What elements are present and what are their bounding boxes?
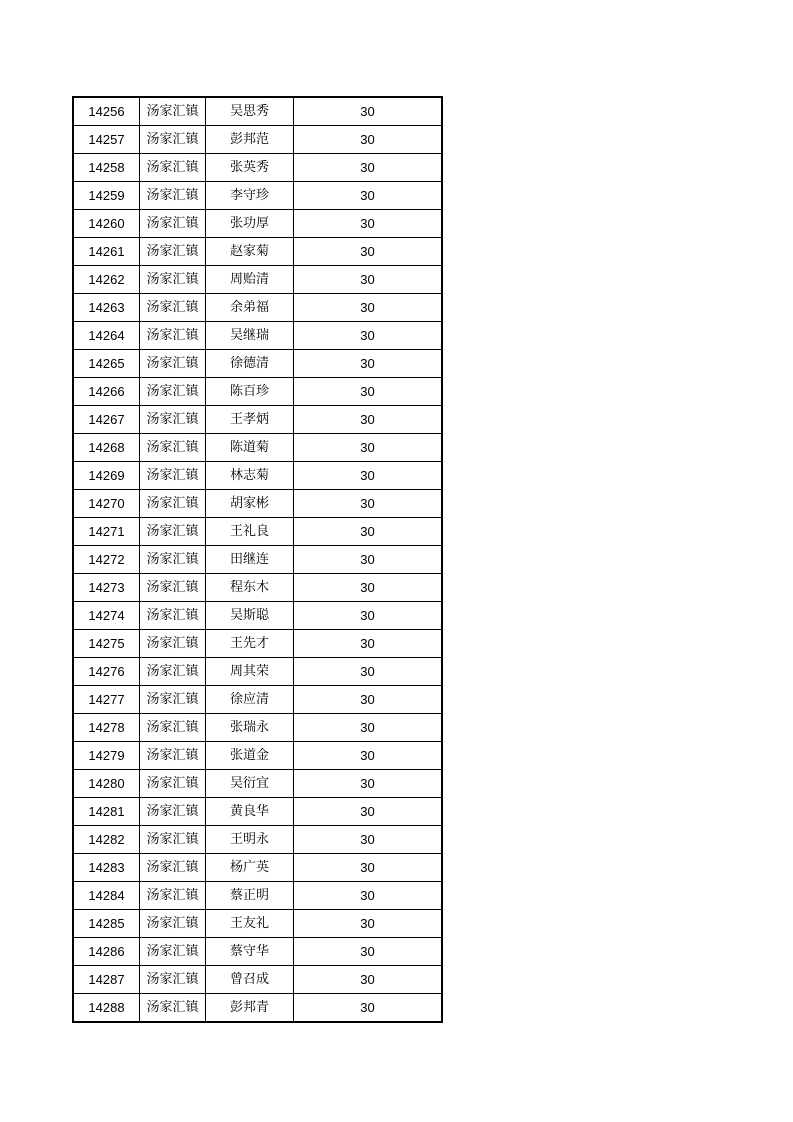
amount-cell: 30 [294,658,443,686]
table-row [73,798,442,826]
town-cell: 汤家汇镇 [140,742,206,770]
town-cell: 汤家汇镇 [140,910,206,938]
person-name-cell: 蔡正明 [206,882,294,910]
person-name-cell: 周其荣 [206,658,294,686]
table-row [73,490,442,518]
table-row [73,238,442,266]
person-name-cell: 吴思秀 [206,97,294,126]
table-row [73,742,442,770]
town-cell: 汤家汇镇 [140,406,206,434]
row-number-cell: 14281 [73,798,140,826]
person-name-cell: 彭邦青 [206,994,294,1023]
row-number-cell: 14278 [73,714,140,742]
table-row [73,882,442,910]
person-name-cell: 周贻清 [206,266,294,294]
amount-cell: 30 [294,714,443,742]
table-row [73,126,442,154]
person-name-cell: 吴继瑞 [206,322,294,350]
table-row [73,210,442,238]
town-cell: 汤家汇镇 [140,826,206,854]
table-row [73,938,442,966]
person-name-cell: 王明永 [206,826,294,854]
row-number-cell: 14286 [73,938,140,966]
amount-cell: 30 [294,238,443,266]
row-number-cell: 14283 [73,854,140,882]
amount-cell: 30 [294,770,443,798]
row-number-cell: 14265 [73,350,140,378]
town-cell: 汤家汇镇 [140,938,206,966]
table-row [73,826,442,854]
table-row [73,182,442,210]
town-cell: 汤家汇镇 [140,882,206,910]
table-row [73,518,442,546]
person-name-cell: 吴斯聪 [206,602,294,630]
town-cell: 汤家汇镇 [140,574,206,602]
town-cell: 汤家汇镇 [140,994,206,1023]
town-cell: 汤家汇镇 [140,490,206,518]
town-cell: 汤家汇镇 [140,658,206,686]
person-name-cell: 曾召成 [206,966,294,994]
town-cell: 汤家汇镇 [140,154,206,182]
row-number-cell: 14266 [73,378,140,406]
row-number-cell: 14284 [73,882,140,910]
town-cell: 汤家汇镇 [140,434,206,462]
amount-cell: 30 [294,686,443,714]
town-cell: 汤家汇镇 [140,126,206,154]
person-name-cell: 杨广英 [206,854,294,882]
person-name-cell: 徐应清 [206,686,294,714]
amount-cell: 30 [294,154,443,182]
amount-cell: 30 [294,210,443,238]
person-name-cell: 蔡守华 [206,938,294,966]
row-number-cell: 14274 [73,602,140,630]
town-cell: 汤家汇镇 [140,686,206,714]
person-name-cell: 余弟福 [206,294,294,322]
person-name-cell: 胡家彬 [206,490,294,518]
person-name-cell: 王友礼 [206,910,294,938]
amount-cell: 30 [294,966,443,994]
town-cell: 汤家汇镇 [140,854,206,882]
person-name-cell: 吴衍宜 [206,770,294,798]
row-number-cell: 14263 [73,294,140,322]
table-row [73,378,442,406]
town-cell: 汤家汇镇 [140,798,206,826]
table-row [73,350,442,378]
row-number-cell: 14271 [73,518,140,546]
table-row [73,686,442,714]
table-row [73,462,442,490]
row-number-cell: 14264 [73,322,140,350]
person-name-cell: 陈道菊 [206,434,294,462]
table-row [73,434,442,462]
person-name-cell: 张英秀 [206,154,294,182]
amount-cell: 30 [294,462,443,490]
amount-cell: 30 [294,798,443,826]
town-cell: 汤家汇镇 [140,770,206,798]
table-row [73,602,442,630]
person-name-cell: 徐德清 [206,350,294,378]
amount-cell: 30 [294,602,443,630]
table-row [73,630,442,658]
table-row [73,574,442,602]
town-cell: 汤家汇镇 [140,966,206,994]
amount-cell: 30 [294,126,443,154]
amount-cell: 30 [294,574,443,602]
amount-cell: 30 [294,826,443,854]
town-cell: 汤家汇镇 [140,378,206,406]
table-row [73,154,442,182]
row-number-cell: 14272 [73,546,140,574]
person-name-cell: 林志菊 [206,462,294,490]
person-name-cell: 彭邦范 [206,126,294,154]
amount-cell: 30 [294,546,443,574]
amount-cell: 30 [294,630,443,658]
row-number-cell: 14285 [73,910,140,938]
town-cell: 汤家汇镇 [140,182,206,210]
row-number-cell: 14260 [73,210,140,238]
row-number-cell: 14280 [73,770,140,798]
person-name-cell: 陈百珍 [206,378,294,406]
row-number-cell: 14258 [73,154,140,182]
row-number-cell: 14277 [73,686,140,714]
row-number-cell: 14270 [73,490,140,518]
table-row [73,97,442,126]
table-row [73,854,442,882]
person-name-cell: 王礼良 [206,518,294,546]
table-row [73,714,442,742]
table-row [73,546,442,574]
row-number-cell: 14287 [73,966,140,994]
amount-cell: 30 [294,938,443,966]
town-cell: 汤家汇镇 [140,630,206,658]
town-cell: 汤家汇镇 [140,350,206,378]
row-number-cell: 14276 [73,658,140,686]
amount-cell: 30 [294,742,443,770]
amount-cell: 30 [294,406,443,434]
table-row [73,910,442,938]
table-row [73,266,442,294]
person-name-cell: 赵家菊 [206,238,294,266]
town-cell: 汤家汇镇 [140,97,206,126]
row-number-cell: 14282 [73,826,140,854]
town-cell: 汤家汇镇 [140,518,206,546]
table-row [73,294,442,322]
row-number-cell: 14256 [73,97,140,126]
amount-cell: 30 [294,378,443,406]
town-cell: 汤家汇镇 [140,322,206,350]
person-name-cell: 张功厚 [206,210,294,238]
amount-cell: 30 [294,266,443,294]
row-number-cell: 14259 [73,182,140,210]
table-row [73,322,442,350]
row-number-cell: 14267 [73,406,140,434]
person-name-cell: 张瑞永 [206,714,294,742]
person-name-cell: 田继连 [206,546,294,574]
roster-table-body [73,97,442,1022]
row-number-cell: 14275 [73,630,140,658]
table-row [73,966,442,994]
amount-cell: 30 [294,910,443,938]
amount-cell: 30 [294,994,443,1023]
amount-cell: 30 [294,518,443,546]
row-number-cell: 14269 [73,462,140,490]
table-row [73,994,442,1023]
amount-cell: 30 [294,182,443,210]
amount-cell: 30 [294,294,443,322]
row-number-cell: 14268 [73,434,140,462]
amount-cell: 30 [294,350,443,378]
person-name-cell: 黄良华 [206,798,294,826]
amount-cell: 30 [294,854,443,882]
row-number-cell: 14279 [73,742,140,770]
town-cell: 汤家汇镇 [140,294,206,322]
row-number-cell: 14262 [73,266,140,294]
person-name-cell: 张道金 [206,742,294,770]
town-cell: 汤家汇镇 [140,462,206,490]
person-name-cell: 李守珍 [206,182,294,210]
table-row [73,658,442,686]
row-number-cell: 14257 [73,126,140,154]
town-cell: 汤家汇镇 [140,602,206,630]
town-cell: 汤家汇镇 [140,546,206,574]
table-row [73,770,442,798]
amount-cell: 30 [294,882,443,910]
person-name-cell: 王孝炳 [206,406,294,434]
table-row [73,406,442,434]
row-number-cell: 14261 [73,238,140,266]
amount-cell: 30 [294,490,443,518]
amount-cell: 30 [294,322,443,350]
roster-table [72,96,443,1023]
row-number-cell: 14273 [73,574,140,602]
town-cell: 汤家汇镇 [140,210,206,238]
town-cell: 汤家汇镇 [140,238,206,266]
person-name-cell: 王先才 [206,630,294,658]
town-cell: 汤家汇镇 [140,266,206,294]
amount-cell: 30 [294,97,443,126]
amount-cell: 30 [294,434,443,462]
row-number-cell: 14288 [73,994,140,1023]
town-cell: 汤家汇镇 [140,714,206,742]
person-name-cell: 程东木 [206,574,294,602]
